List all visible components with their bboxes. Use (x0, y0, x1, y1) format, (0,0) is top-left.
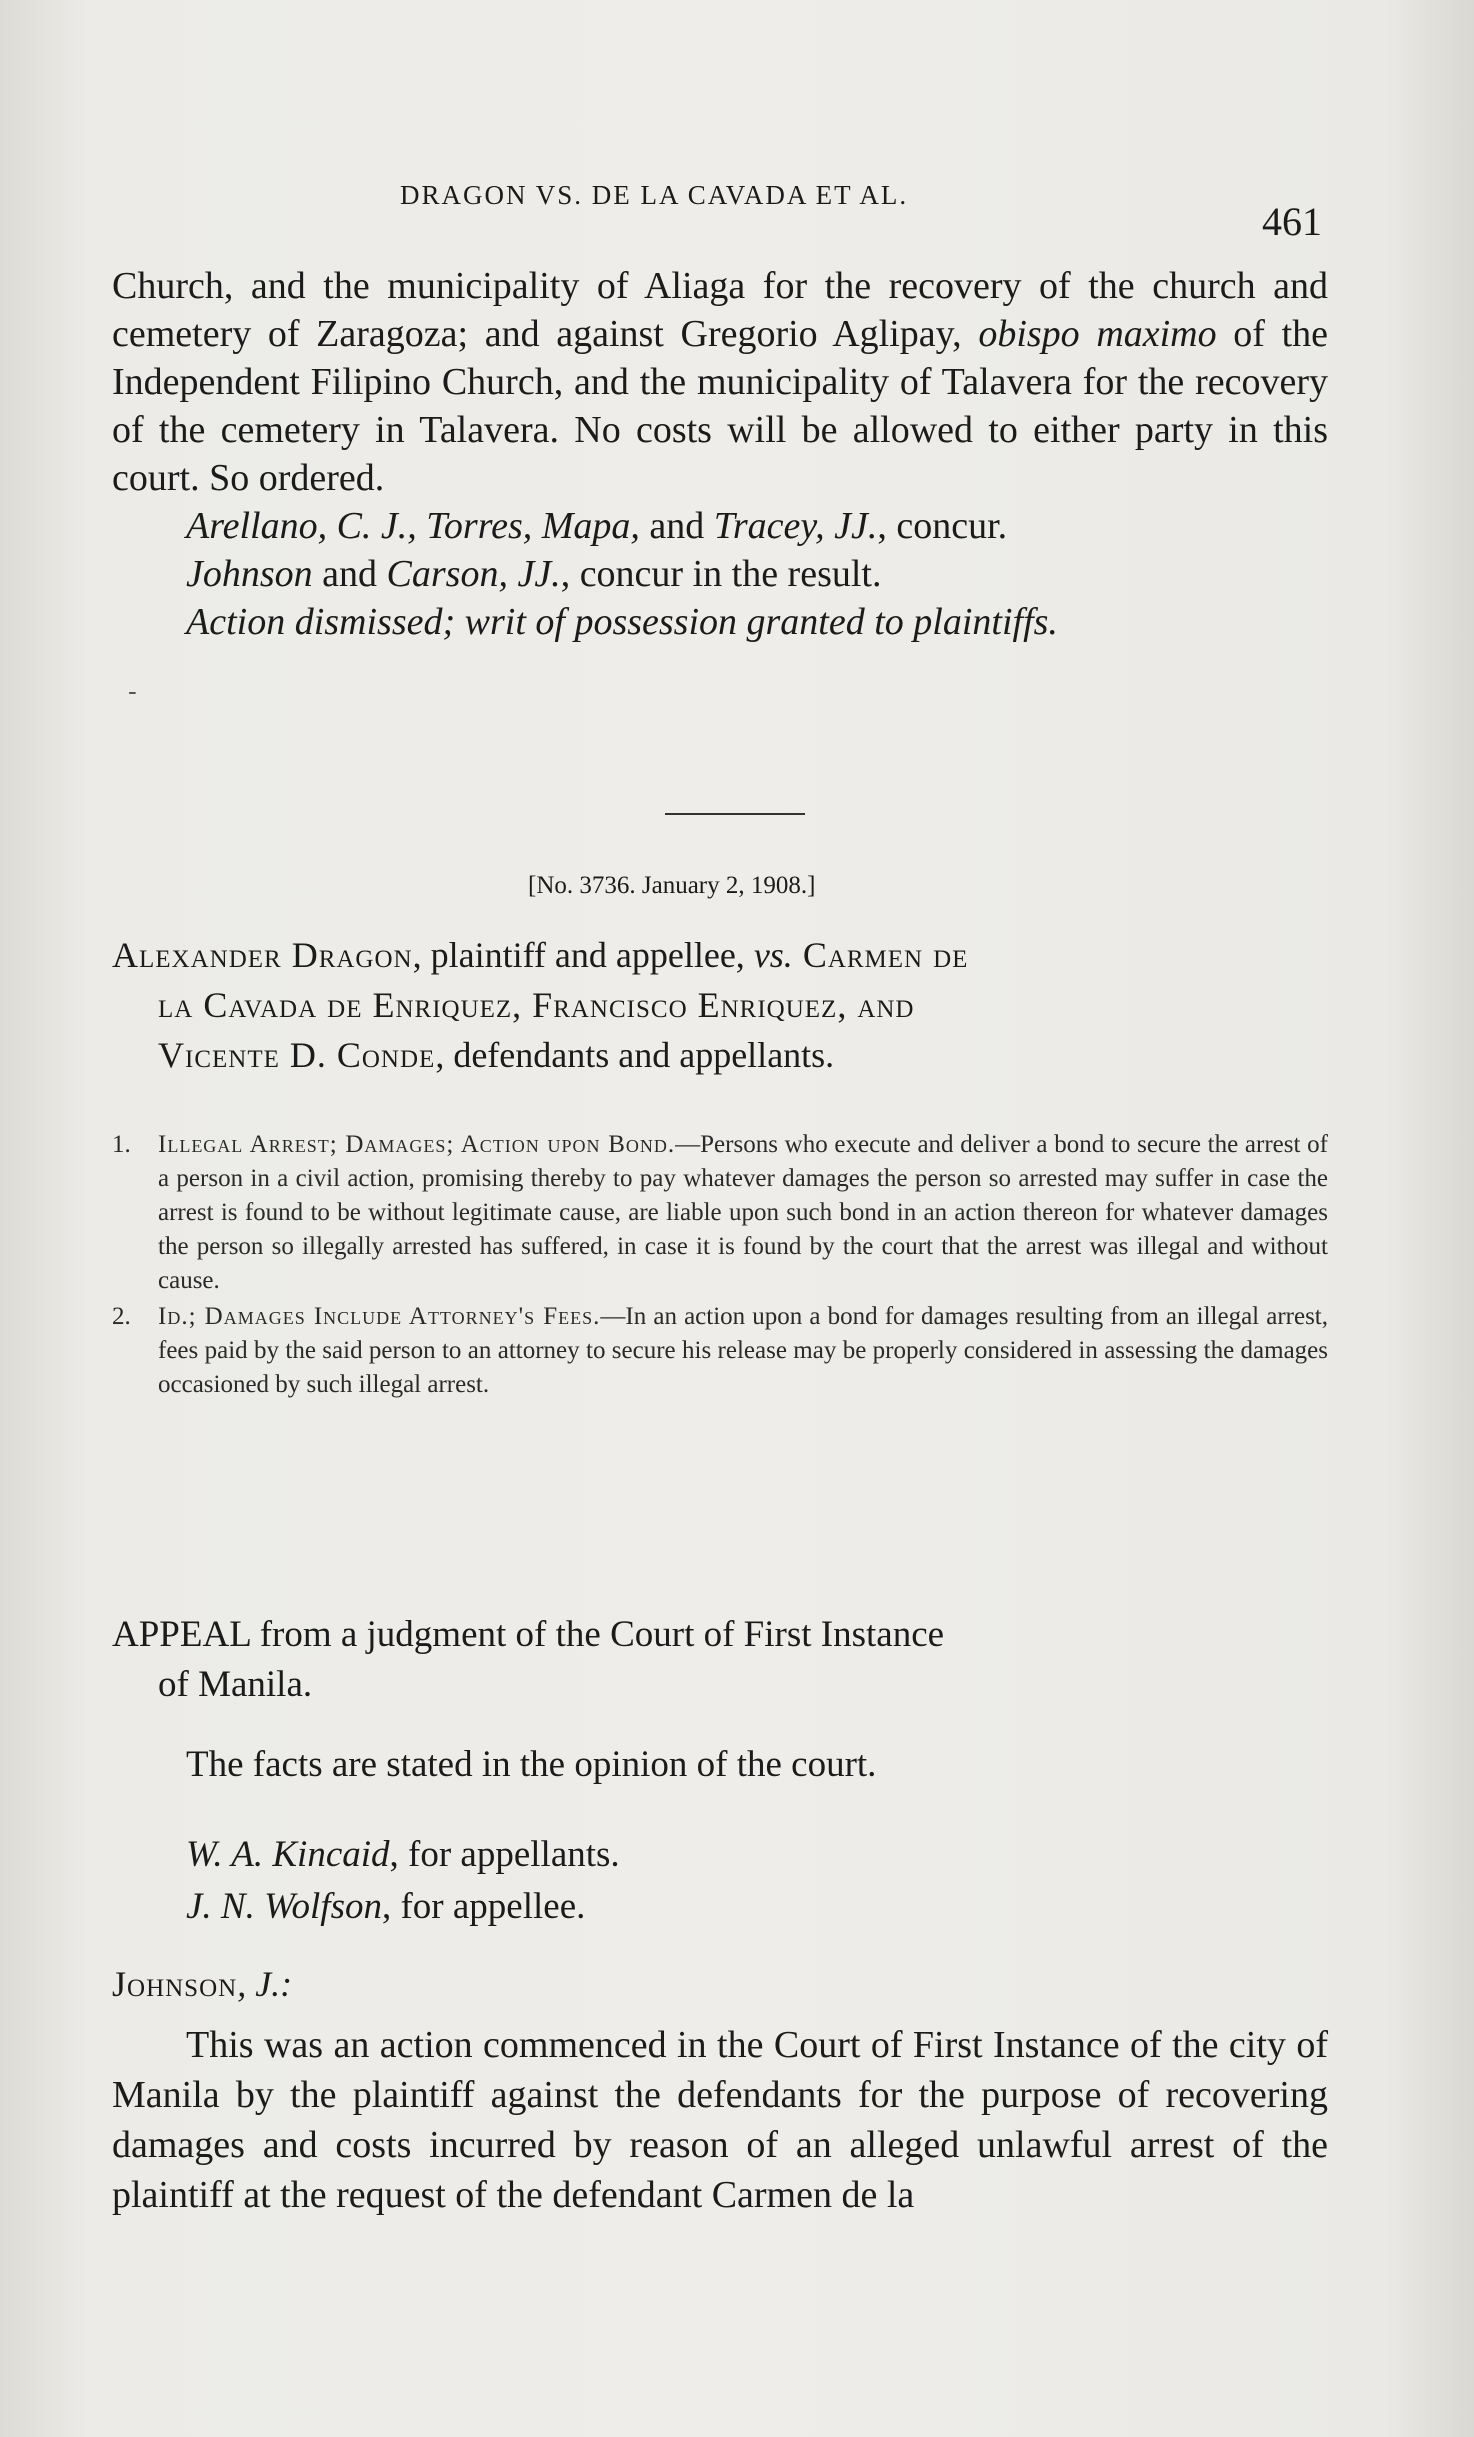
syllabus-heading: Id.; Damages Include Attorney's Fees. (158, 1303, 601, 1330)
counsel-name: J. N. Wolfson (186, 1886, 382, 1927)
case-title-line-2: la Cavada de Enriquez, Francisco Enriquez, and (158, 985, 915, 1025)
syllabus-item (112, 1128, 1328, 1298)
party-name: Vicente D. Conde (158, 1035, 436, 1075)
docket-line: [No. 3736. January 2, 1908.] (528, 872, 816, 899)
text-run: of the Independent Filipino Church, and the municipality of Talavera for the recovery of the cemetery in Talavera. No costs will be allowed to either party in this court. So ordered. (112, 313, 1329, 499)
appeal-lead: APPEAL (112, 1614, 251, 1655)
page-number: 461 (1262, 199, 1322, 244)
text-run: from a judgment of the Court of First Instance (250, 1614, 945, 1655)
opinion-paragraph: This was an action commenced in the Court of First Instance of the city of Manila by the plaintiff against the defendants for the purpose of recovering damages and costs incurred by reason of an alleged unlawful arrest of the plaintiff at the request of the defendant Carmen de la (112, 2024, 1328, 2216)
syllabus-number: 2. (112, 1303, 131, 1330)
syllabus-text (158, 1128, 1328, 1298)
syllabus-body: —In an action upon a bond for damages resulting from an illegal arrest, fees paid by the said person to an attorney to secure his release may be properly considered in assessing the damages occasioned by such illegal arrest. (158, 1303, 1328, 1398)
counsel-list (186, 1829, 620, 1933)
syllabus (112, 1128, 1328, 1404)
text-run: , concur in the result. (560, 553, 882, 595)
justice-names: Tracey, JJ. (713, 505, 878, 547)
text-run: and (639, 505, 714, 547)
counsel-line (186, 1881, 620, 1933)
case-title-line-3 (112, 1030, 1328, 1080)
opinion-body (112, 2020, 1328, 2220)
text-run: Church, and the municipality of Aliaga for the recovery of the church and cemetery of Zaragoza; and against Gregorio Aglipay, (112, 265, 1328, 355)
appeal-statement (112, 1610, 1328, 1710)
counsel-line (186, 1829, 620, 1881)
concurrence-line (112, 502, 1328, 550)
counsel-role: , for appellee. (381, 1886, 586, 1927)
counsel-name: W. A. Kincaid (186, 1834, 390, 1875)
party-role: , defendants and appellants. (435, 1035, 835, 1075)
concurrence-result-line (112, 550, 1328, 598)
running-head: DRAGON VS. DE LA CAVADA ET AL. (400, 180, 909, 210)
justice-names: Johnson (186, 553, 313, 595)
party-name: Carmen de (792, 935, 969, 975)
syllabus-heading: Illegal Arrest; Damages; Action upon Bond. (158, 1131, 676, 1158)
prior-case-paragraph (112, 262, 1328, 502)
party-name: Alexander Dragon (112, 935, 413, 975)
section-divider (665, 813, 805, 815)
justice-names: Arellano, C. J., Torres, Mapa, (186, 505, 640, 547)
margin-mark: - (128, 677, 137, 707)
opinion-author (112, 1963, 292, 2005)
judge-name: Johnson (112, 1964, 238, 2004)
facts-statement: The facts are stated in the opinion of the court. (186, 1744, 877, 1785)
syllabus-body: —Persons who execute and deliver a bond to secure the arrest of a person in a civil action, promising thereby to pay whatever damages the person so arrested may suffer in case the arrest is found to be without legitimate cause, are liable upon such bond in an action thereon for whatever damages the person so illegally arrested has suffered, in case it is found by the court that the arrest was illegal and without cause. (158, 1131, 1328, 1294)
text-run: and (312, 553, 387, 595)
counsel-role: , for appellants. (389, 1834, 620, 1875)
syllabus-number: 1. (112, 1131, 131, 1158)
case-title (112, 930, 1328, 1080)
case-title-line-1 (112, 930, 1328, 980)
appeal-line-2: of Manila. (158, 1664, 313, 1705)
judge-suffix: , J.: (237, 1964, 293, 2004)
syllabus-text (158, 1300, 1328, 1402)
disposition: Action dismissed; writ of possession granted to plaintiffs. (186, 601, 1058, 643)
justice-names: Carson, JJ. (386, 553, 561, 595)
italic-term: obispo maximo (978, 313, 1217, 355)
syllabus-item (112, 1300, 1328, 1402)
appeal-line-1 (112, 1610, 1328, 1660)
party-role: , plaintiff and appellee, (412, 935, 754, 975)
prior-case-conclusion (112, 262, 1328, 646)
text-run: , concur. (877, 505, 1008, 547)
versus: vs. (753, 935, 793, 975)
